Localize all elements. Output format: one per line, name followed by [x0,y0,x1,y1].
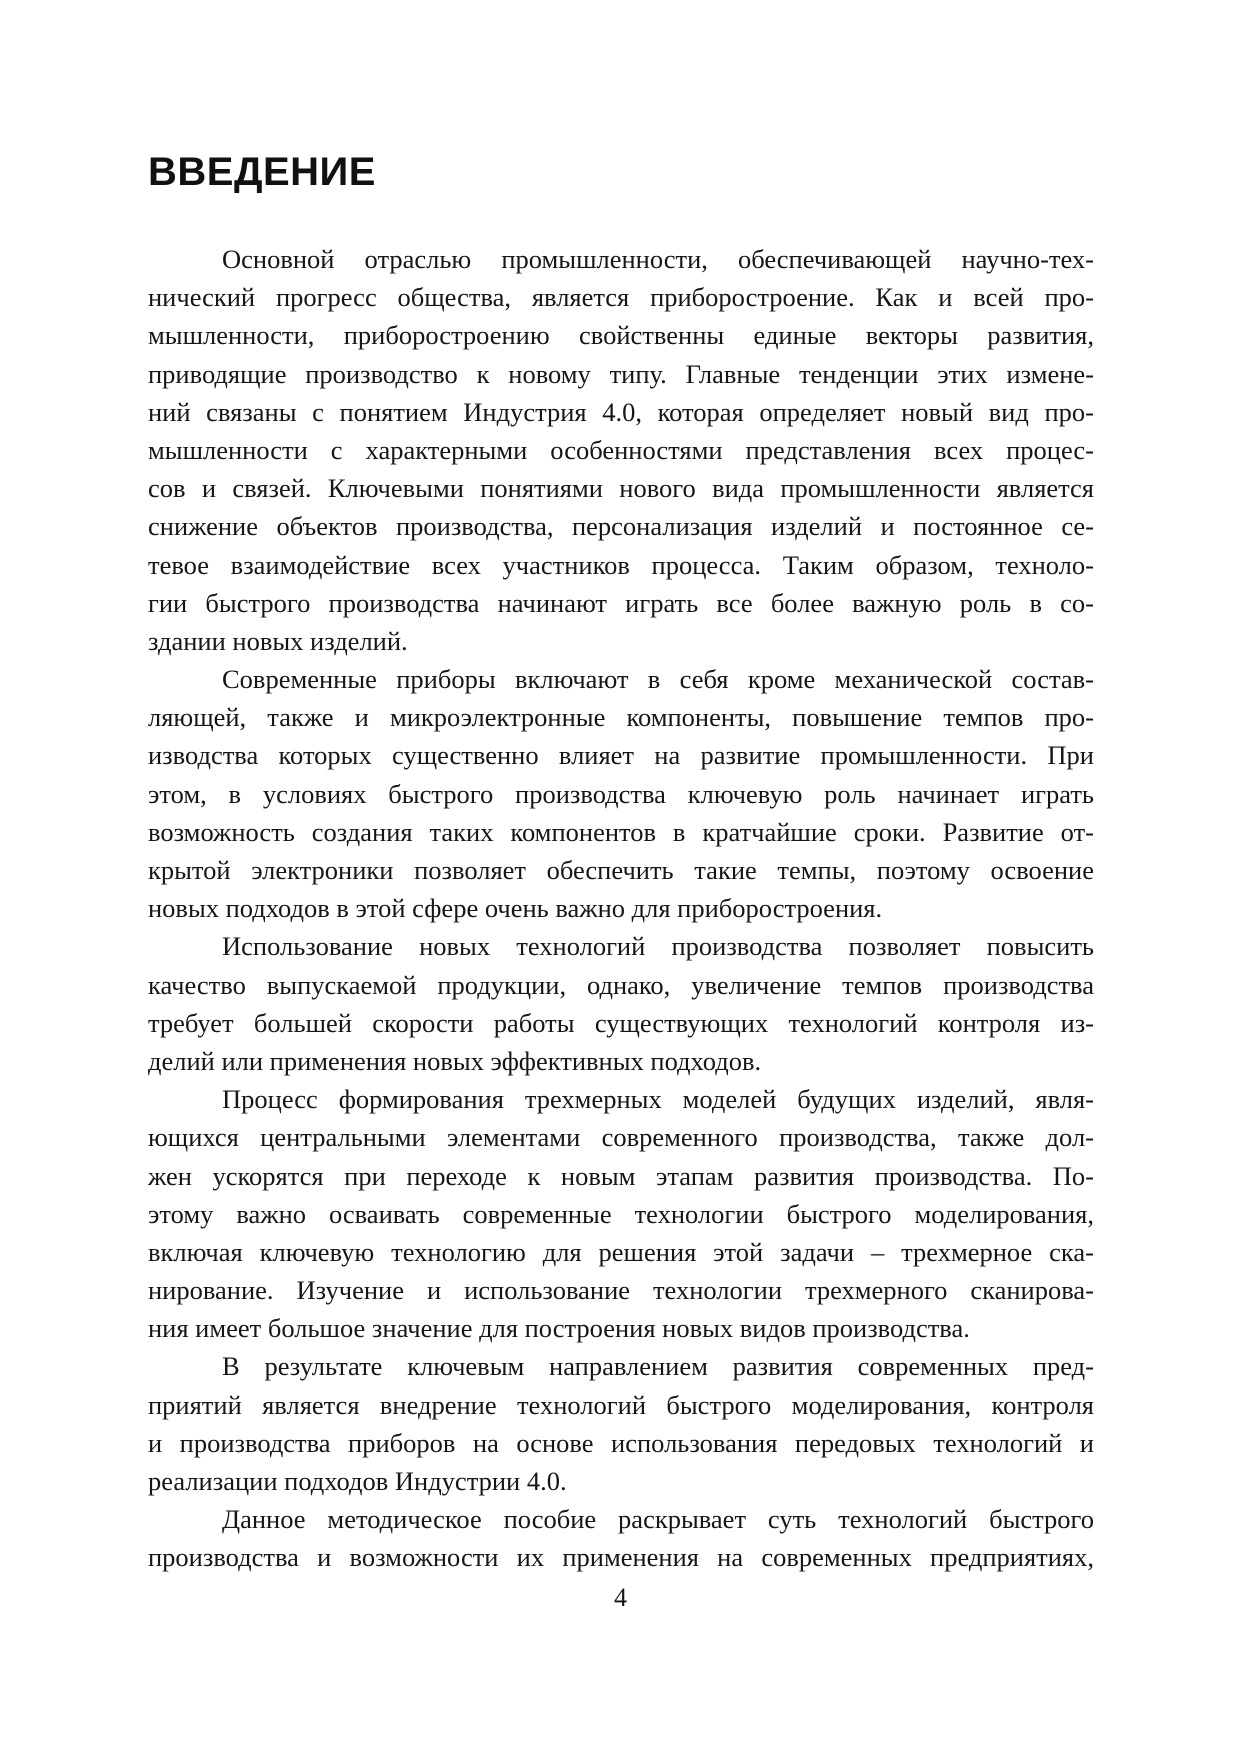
text-line: ния имеет большое значение для построения новых видов производства. [148,1313,970,1344]
text-line: ющихся центральными элементами современного производства, также дол- [148,1122,1094,1153]
text-line: приводящие производство к новому типу. Главные тенденции этих измене- [148,358,1094,389]
paragraph [148,927,1094,1080]
text-line: здании новых изделий. [148,625,408,656]
text-line: Современные приборы включают в себя кроме механической состав- [222,664,1094,695]
text-line: возможность создания таких компонентов в кратчайшие сроки. Развитие от- [148,816,1094,847]
text-line: производства и возможности их применения на современных предприятиях, [148,1542,1094,1573]
text-line: ний связаны с понятием Индустрия 4.0, которая определяет новый вид про- [148,396,1094,427]
paragraph [148,1347,1094,1500]
text-line: Основной отраслью промышленности, обеспечивающей научно-тех- [222,244,1094,274]
text-line: крытой электроники позволяет обеспечить такие темпы, поэтому освоение [148,855,1094,885]
text-line: жен ускорятся при переходе к новым этапам развития производства. По- [148,1160,1094,1191]
page-number: 4 [614,1583,627,1612]
paragraph [148,660,1094,927]
text-line: гии быстрого производства начинают играть все более важную роль в со- [148,587,1094,618]
text-line: приятий является внедрение технологий быстрого моделирования, контроля [148,1389,1094,1420]
paragraph [148,1500,1094,1576]
text-line: требует большей скорости работы существующих технологий контроля из- [148,1007,1094,1038]
text-line: новых подходов в этой сфере очень важно для приборостроения. [148,893,883,924]
paragraph [148,240,1094,660]
text-line: снижение объектов производства, персонализация изделий и постоянное се- [148,511,1094,542]
body-text [148,240,1094,1577]
text-line: нирование. Изучение и использование технологии трехмерного сканирова- [148,1275,1094,1306]
text-line: ляющей, также и микроэлектронные компоненты, повышение темпов про- [148,702,1094,733]
text-line: делий или применения новых эффективных подходов. [148,1045,762,1076]
text-line: этом, в условиях быстрого производства ключевую роль начинает играть [148,778,1094,809]
text-line: изводства которых существенно влияет на развитие промышленности. При [148,740,1094,771]
text-line: мышленности с характерными особенностями представления всех процес- [148,434,1094,465]
text-line: тевое взаимодействие всех участников процесса. Таким образом, техноло- [148,549,1094,580]
text-line: Данное методическое пособие раскрывает суть технологий быстрого [222,1504,1094,1535]
text-line: В результате ключевым направлением развития современных пред- [222,1351,1094,1382]
text-line: сов и связей. Ключевыми понятиями нового вида промышленности является [148,473,1094,504]
text-line: и производства приборов на основе использования передовых технологий и [148,1427,1094,1458]
text-line: включая ключевую технологию для решения этой задачи – трехмерное ска- [148,1236,1094,1267]
page-title: ВВЕДЕНИЕ [148,150,376,194]
text-line: Процесс формирования трехмерных моделей будущих изделий, явля- [222,1084,1094,1115]
text-line: этому важно осваивать современные технологии быстрого моделирования, [148,1198,1094,1229]
text-line: качество выпускаемой продукции, однако, увеличение темпов производства [148,969,1094,1000]
text-line: нический прогресс общества, является приборостроение. Как и всей про- [148,282,1094,313]
text-line: мышленности, приборостроению свойственны единые векторы развития, [148,320,1094,351]
paragraph [148,1080,1094,1347]
text-line: Использование новых технологий производства позволяет повысить [222,931,1094,962]
text-line: реализации подходов Индустрии 4.0. [148,1466,567,1496]
